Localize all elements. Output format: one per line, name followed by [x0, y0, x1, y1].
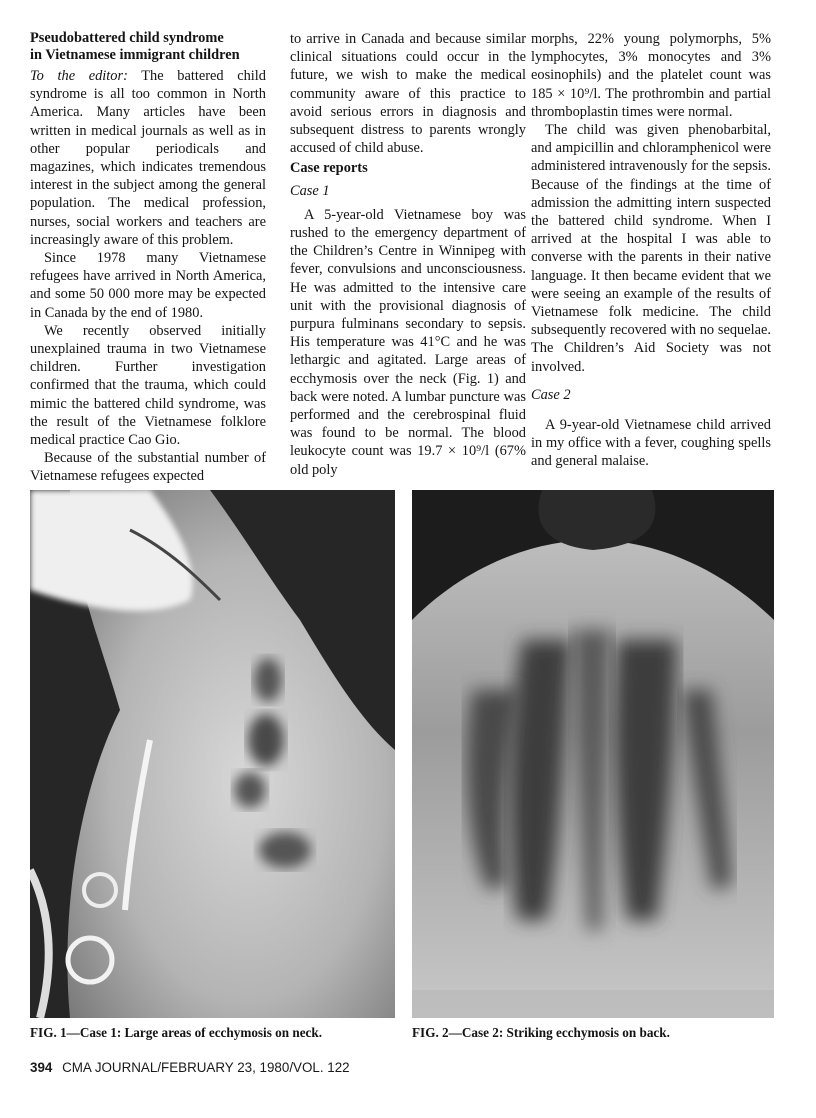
page-footer [30, 1060, 350, 1075]
figure-2-caption: FIG. 2—Case 2: Striking ecchymosis on back. [412, 1025, 670, 1040]
back-ecchymosis-image [412, 490, 774, 1018]
column-3 [531, 30, 771, 471]
paragraph-refugees: Since 1978 many Vietnamese refugees have arrived in North America, and some 50 000 more may be expected in Canada by the end of 1980. [30, 250, 266, 321]
journal-citation: CMA JOURNAL/FEBRUARY 23, 1980/VOL. 122 [62, 1060, 350, 1075]
paragraph-case-1-continued: morphs, 22% young polymorphs, 5% lymphocytes, 3% monocytes and 3% eosinophils) and the platelet count was 185 × 10⁹/l. The prothrombin and partial thromboplastin times were normal. [531, 31, 771, 120]
case-2-heading: Case 2 [531, 386, 571, 403]
paragraph-purpose-continued: to arrive in Canada and because similar clinical situations could occur in the future, we wish to make the medical community aware of this practice to avoid serious errors in diagnosis and subsequent distress to parents wrongly accused of child abuse. [290, 31, 526, 157]
article-title-line-1: Pseudobattered child syndrome [30, 30, 224, 46]
case-1-heading: Case 1 [290, 182, 330, 199]
column-2 [290, 30, 526, 479]
paragraph-case-1: A 5-year-old Vietnamese boy was rushed to the emergency department of the Children’s Centre in Winnipeg with fever, convulsions and unconsciousness. He was admitted to the intensive care unit with the provisional diagnosis of purpura fulminans secondary to sepsis. His temperature was 41°C and he was lethargic and agitated. Large areas of ecchymosis over the neck (Fig. 1) and back were noted. A lumbar puncture was performed and the cerebrospinal fluid was found to be normal. The blood leukocyte count was 19.7 × 10⁹/l (67% old poly [290, 206, 526, 478]
figure-1-caption: FIG. 1—Case 1: Large areas of ecchymosis on neck. [30, 1025, 323, 1040]
section-heading-case-reports: Case reports [290, 160, 368, 177]
paragraph-trauma: We recently observed initially unexplained trauma in two Vietnamese children. Further investigation confirmed that the trauma, which could mimic the battered child syndrome, was the result of the Vietnamese folklore medical practice Cao Gio. [30, 322, 266, 449]
paragraph-intro [30, 67, 266, 249]
figure-2-photo [412, 490, 774, 1018]
paragraph-case-1-treatment: The child was given phenobarbital, and ampicillin and chloramphenicol were administered intravenously for the sepsis. Because of the findings at the time of admission the admitting intern suspected the battered child syndrome. When I arrived at the hospital I was able to converse with the parents in their native language. It then became evident that we were seeing an example of the results of Vietnamese folk medicine. The child subsequently recovered with no sequelae. The Children’s Aid Society was not involved. [531, 122, 771, 375]
column-1 [30, 30, 266, 486]
paragraph-case-2: A 9-year-old Vietnamese child arrived in my office with a fever, coughing spells and general malaise. [531, 417, 771, 470]
article-title [30, 30, 266, 64]
figure-1-photo [30, 490, 395, 1018]
salutation: To the editor: [30, 68, 128, 84]
article-title-line-2: in Vietnamese immigrant children [30, 47, 240, 63]
page-number: 394 [30, 1060, 53, 1075]
neck-ecchymosis-image [30, 490, 395, 1018]
paragraph-purpose: Because of the substantial number of Vietnamese refugees expected [30, 450, 266, 485]
paragraph-intro-text: The battered child syndrome is all too common in North America. Many articles have been written in medical journals as well as in other popular periodicals and magazines, which indicates tremendous interest in the subject among the general population. The medical profession, nurses, social workers and teachers are increasingly aware of this problem. [30, 68, 266, 248]
